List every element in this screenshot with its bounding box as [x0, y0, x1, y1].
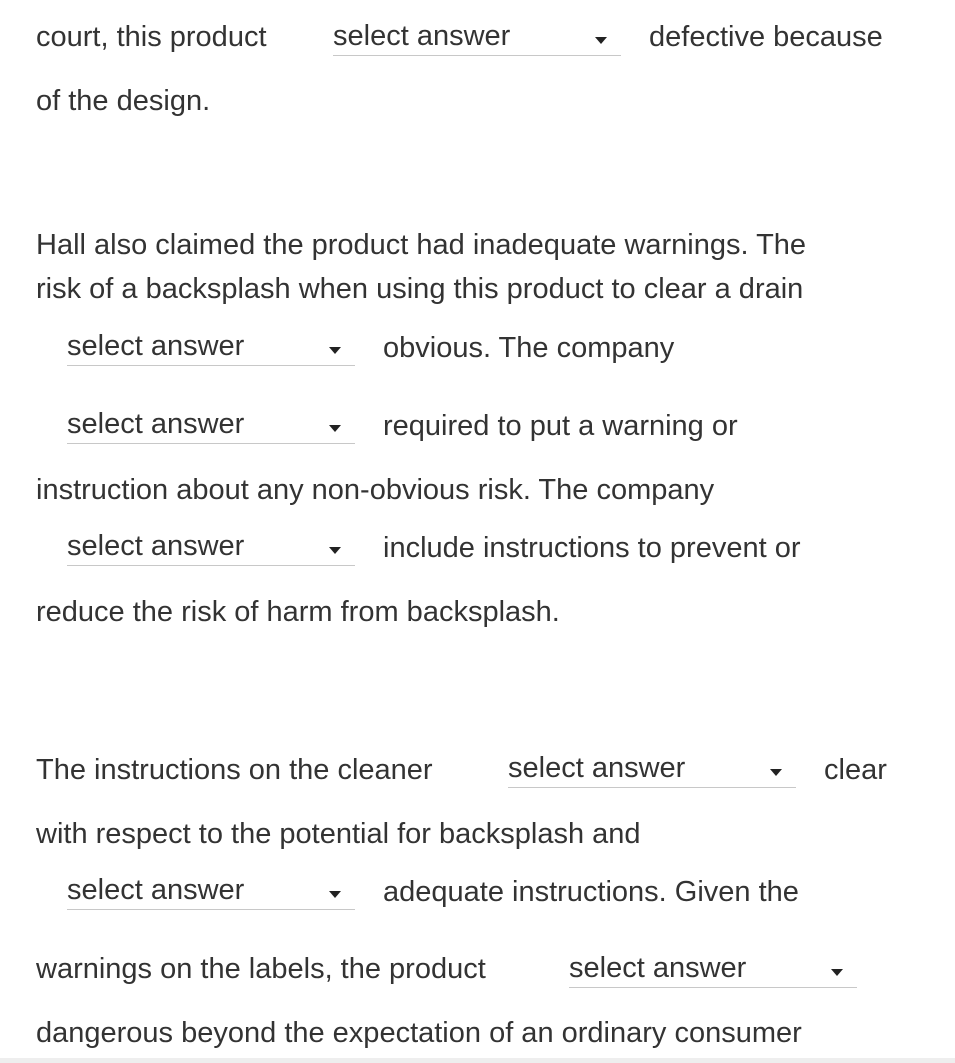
p3-line1-after: clear [824, 754, 887, 786]
p3-line4-before: warnings on the labels, the product [36, 953, 486, 985]
p2-line7: reduce the risk of harm from backsplash. [36, 596, 560, 628]
caret-down-icon [770, 769, 782, 776]
answer-dropdown-5[interactable] [508, 750, 796, 788]
dropdown-label: select answer [508, 752, 686, 784]
dropdown-label: select answer [569, 952, 747, 984]
answer-dropdown-2[interactable] [67, 328, 355, 366]
caret-down-icon [831, 969, 843, 976]
p2-line2: risk of a backsplash when using this product to clear a drain [36, 273, 804, 305]
bottom-divider [0, 1058, 955, 1063]
p3-line3-after: adequate instructions. Given the [383, 876, 799, 908]
p1-line1-after: defective because [649, 21, 883, 53]
caret-down-icon [329, 425, 341, 432]
dropdown-label: select answer [67, 330, 245, 362]
caret-down-icon [595, 37, 607, 44]
dropdown-label: select answer [67, 874, 245, 906]
p2-line1: Hall also claimed the product had inadequate warnings. The [36, 229, 807, 261]
dropdown-label: select answer [67, 408, 245, 440]
answer-dropdown-1[interactable] [333, 18, 621, 56]
p3-line5: dangerous beyond the expectation of an ordinary consumer [36, 1017, 802, 1049]
caret-down-icon [329, 347, 341, 354]
dropdown-label: select answer [67, 530, 245, 562]
answer-dropdown-7[interactable] [569, 950, 857, 988]
p3-line1-before: The instructions on the cleaner [36, 754, 433, 786]
answer-dropdown-6[interactable] [67, 872, 355, 910]
p2-line4-after: required to put a warning or [383, 410, 738, 442]
caret-down-icon [329, 891, 341, 898]
p2-line3-after: obvious. The company [383, 332, 675, 364]
dropdown-label: select answer [333, 20, 511, 52]
answer-dropdown-4[interactable] [67, 528, 355, 566]
p3-line2: with respect to the potential for backsplash and [36, 818, 641, 850]
p2-line6-after: include instructions to prevent or [383, 532, 801, 564]
answer-dropdown-3[interactable] [67, 406, 355, 444]
p1-line2: of the design. [36, 85, 211, 117]
p1-line1-before: court, this product [36, 21, 267, 53]
caret-down-icon [329, 547, 341, 554]
p2-line5: instruction about any non-obvious risk. The company [36, 474, 715, 506]
